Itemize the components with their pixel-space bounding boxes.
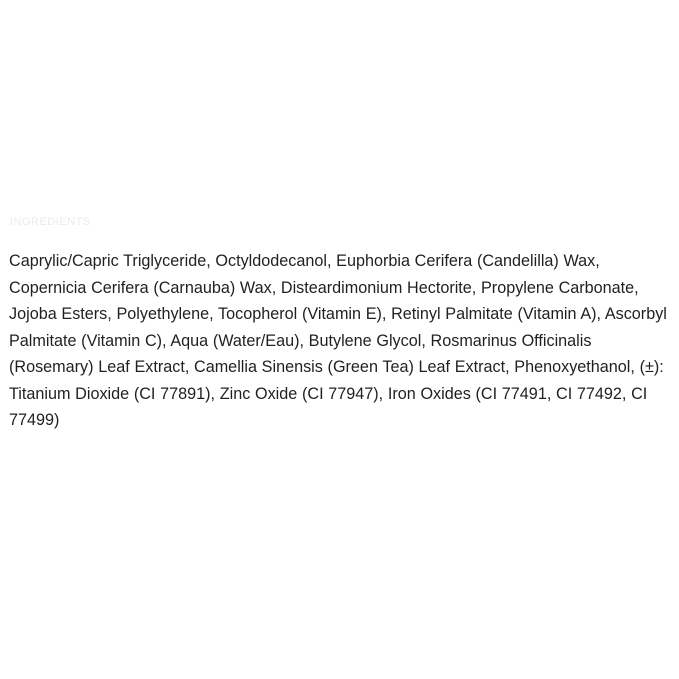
ingredients-heading: INGREDIENTS [10, 216, 91, 228]
ingredients-block [9, 232, 674, 450]
ingredients-paragraph: Caprylic/Capric Triglyceride, Octyldodecanol, Euphorbia Cerifera (Candelilla) Wax, Copernicia Cerifera (Carnauba) Wax, Disteardimonium Hectorite, Propylene Carbonate, Jojoba Esters, Polyethylene, Tocopherol (Vitamin E), Retinyl Palmitate (Vitamin A), Ascorbyl Palmitate (Vitamin C), Aqua (Water/Eau), Butylene Glycol, Rosmarinus Officinalis (Rosemary) Leaf Extract, Camellia Sinensis (Green Tea) Leaf Extract, Phenoxyethanol, (±): Titanium Dioxide (CI 77891), Zinc Oxide (CI 77947), Iron Oxides (CI 77491, CI 77492, CI 77499) [9, 252, 667, 430]
